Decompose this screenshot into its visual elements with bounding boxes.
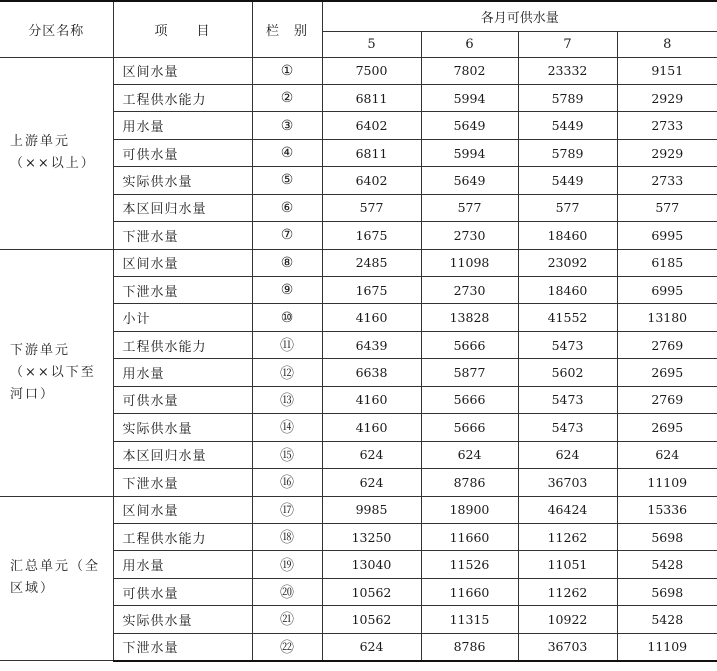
value-cell: 5698 — [617, 578, 717, 605]
column-mark-cell: ㉒ — [252, 633, 322, 660]
value-cell: 5666 — [421, 386, 518, 413]
column-mark-cell: ⑨ — [252, 277, 322, 304]
value-cell: 11051 — [518, 551, 617, 578]
value-cell: 18460 — [518, 222, 617, 249]
value-cell: 5666 — [421, 414, 518, 441]
value-cell: 5449 — [518, 112, 617, 139]
table-row — [0, 496, 717, 523]
column-mark-cell: ⑩ — [252, 304, 322, 331]
value-cell: 5473 — [518, 414, 617, 441]
value-cell: 577 — [322, 194, 421, 221]
value-cell: 5698 — [617, 523, 717, 550]
value-cell: 624 — [322, 469, 421, 496]
value-cell: 15336 — [617, 496, 717, 523]
value-cell: 11526 — [421, 551, 518, 578]
column-mark-cell: ⑱ — [252, 523, 322, 550]
value-cell: 18460 — [518, 277, 617, 304]
value-cell: 6811 — [322, 139, 421, 166]
value-cell: 5428 — [617, 551, 717, 578]
table-body — [0, 57, 717, 661]
header-region-name: 分区名称 — [0, 1, 113, 57]
region-name-cell: 上游单元（××以上） — [0, 57, 113, 249]
item-cell: 小计 — [113, 304, 252, 331]
value-cell: 5473 — [518, 331, 617, 358]
value-cell: 13250 — [322, 523, 421, 550]
value-cell: 7500 — [322, 57, 421, 84]
value-cell: 23092 — [518, 249, 617, 276]
header-monthly-supply: 各月可供水量 — [322, 1, 717, 31]
header-month: 8 — [617, 31, 717, 57]
value-cell: 5649 — [421, 167, 518, 194]
value-cell: 8786 — [421, 469, 518, 496]
column-mark-cell: ⑰ — [252, 496, 322, 523]
value-cell: 5666 — [421, 331, 518, 358]
header-column: 栏 别 — [252, 1, 322, 57]
value-cell: 4160 — [322, 386, 421, 413]
value-cell: 624 — [421, 441, 518, 468]
value-cell: 13180 — [617, 304, 717, 331]
column-mark-cell: ⑫ — [252, 359, 322, 386]
item-cell: 可供水量 — [113, 386, 252, 413]
column-mark-cell: ⑯ — [252, 469, 322, 496]
value-cell: 5789 — [518, 84, 617, 111]
column-mark-cell: ① — [252, 57, 322, 84]
header-item: 项 目 — [113, 1, 252, 57]
value-cell: 6995 — [617, 277, 717, 304]
value-cell: 10562 — [322, 578, 421, 605]
item-cell: 本区回归水量 — [113, 194, 252, 221]
table-row — [0, 249, 717, 276]
value-cell: 577 — [421, 194, 518, 221]
value-cell: 13828 — [421, 304, 518, 331]
value-cell: 4160 — [322, 414, 421, 441]
value-cell: 11109 — [617, 469, 717, 496]
column-mark-cell: ⑳ — [252, 578, 322, 605]
item-cell: 工程供水能力 — [113, 84, 252, 111]
value-cell: 624 — [617, 441, 717, 468]
value-cell: 577 — [617, 194, 717, 221]
item-cell: 实际供水量 — [113, 167, 252, 194]
value-cell: 8786 — [421, 633, 518, 660]
item-cell: 区间水量 — [113, 57, 252, 84]
value-cell: 2485 — [322, 249, 421, 276]
region-name-cell: 汇总单元（全区域） — [0, 496, 113, 661]
value-cell: 2929 — [617, 84, 717, 111]
value-cell: 1675 — [322, 222, 421, 249]
column-mark-cell: ⑲ — [252, 551, 322, 578]
value-cell: 5473 — [518, 386, 617, 413]
value-cell: 4160 — [322, 304, 421, 331]
column-mark-cell: ⑦ — [252, 222, 322, 249]
value-cell: 9151 — [617, 57, 717, 84]
value-cell: 2769 — [617, 331, 717, 358]
value-cell: 624 — [322, 441, 421, 468]
value-cell: 11098 — [421, 249, 518, 276]
item-cell: 下泄水量 — [113, 222, 252, 249]
column-mark-cell: ⑭ — [252, 414, 322, 441]
value-cell: 9985 — [322, 496, 421, 523]
value-cell: 6185 — [617, 249, 717, 276]
value-cell: 11660 — [421, 578, 518, 605]
value-cell: 13040 — [322, 551, 421, 578]
value-cell: 624 — [322, 633, 421, 660]
column-mark-cell: ② — [252, 84, 322, 111]
value-cell: 6811 — [322, 84, 421, 111]
value-cell: 2929 — [617, 139, 717, 166]
value-cell: 11315 — [421, 606, 518, 633]
value-cell: 36703 — [518, 633, 617, 660]
value-cell: 23332 — [518, 57, 617, 84]
column-mark-cell: ㉑ — [252, 606, 322, 633]
value-cell: 2733 — [617, 112, 717, 139]
value-cell: 11660 — [421, 523, 518, 550]
header-month: 5 — [322, 31, 421, 57]
item-cell: 下泄水量 — [113, 469, 252, 496]
column-mark-cell: ⑮ — [252, 441, 322, 468]
value-cell: 6402 — [322, 112, 421, 139]
value-cell: 7802 — [421, 57, 518, 84]
item-cell: 本区回归水量 — [113, 441, 252, 468]
value-cell: 2695 — [617, 414, 717, 441]
item-cell: 下泄水量 — [113, 633, 252, 660]
column-mark-cell: ⑧ — [252, 249, 322, 276]
item-cell: 区间水量 — [113, 249, 252, 276]
value-cell: 5649 — [421, 112, 518, 139]
value-cell: 2730 — [421, 222, 518, 249]
value-cell: 2769 — [617, 386, 717, 413]
column-mark-cell: ⑬ — [252, 386, 322, 413]
item-cell: 实际供水量 — [113, 414, 252, 441]
item-cell: 用水量 — [113, 359, 252, 386]
value-cell: 6439 — [322, 331, 421, 358]
value-cell: 5877 — [421, 359, 518, 386]
value-cell: 11109 — [617, 633, 717, 660]
item-cell: 用水量 — [113, 112, 252, 139]
item-cell: 可供水量 — [113, 578, 252, 605]
header-month: 7 — [518, 31, 617, 57]
value-cell: 5994 — [421, 139, 518, 166]
value-cell: 10922 — [518, 606, 617, 633]
table-row — [0, 57, 717, 84]
value-cell: 18900 — [421, 496, 518, 523]
value-cell: 6995 — [617, 222, 717, 249]
column-mark-cell: ③ — [252, 112, 322, 139]
value-cell: 5428 — [617, 606, 717, 633]
column-mark-cell: ④ — [252, 139, 322, 166]
column-mark-cell: ⑪ — [252, 331, 322, 358]
item-cell: 用水量 — [113, 551, 252, 578]
value-cell: 6638 — [322, 359, 421, 386]
item-cell: 工程供水能力 — [113, 331, 252, 358]
item-cell: 区间水量 — [113, 496, 252, 523]
value-cell: 1675 — [322, 277, 421, 304]
item-cell: 工程供水能力 — [113, 523, 252, 550]
item-cell: 下泄水量 — [113, 277, 252, 304]
column-mark-cell: ⑥ — [252, 194, 322, 221]
value-cell: 11262 — [518, 578, 617, 605]
value-cell: 41552 — [518, 304, 617, 331]
value-cell: 10562 — [322, 606, 421, 633]
value-cell: 11262 — [518, 523, 617, 550]
value-cell: 5789 — [518, 139, 617, 166]
value-cell: 5994 — [421, 84, 518, 111]
value-cell: 577 — [518, 194, 617, 221]
value-cell: 6402 — [322, 167, 421, 194]
item-cell: 实际供水量 — [113, 606, 252, 633]
header-month: 6 — [421, 31, 518, 57]
column-mark-cell: ⑤ — [252, 167, 322, 194]
table-header — [0, 1, 717, 57]
value-cell: 5449 — [518, 167, 617, 194]
value-cell: 5602 — [518, 359, 617, 386]
value-cell: 624 — [518, 441, 617, 468]
value-cell: 46424 — [518, 496, 617, 523]
item-cell: 可供水量 — [113, 139, 252, 166]
value-cell: 2730 — [421, 277, 518, 304]
value-cell: 2695 — [617, 359, 717, 386]
value-cell: 2733 — [617, 167, 717, 194]
value-cell: 36703 — [518, 469, 617, 496]
region-name-cell: 下游单元（××以下至河口） — [0, 249, 113, 496]
